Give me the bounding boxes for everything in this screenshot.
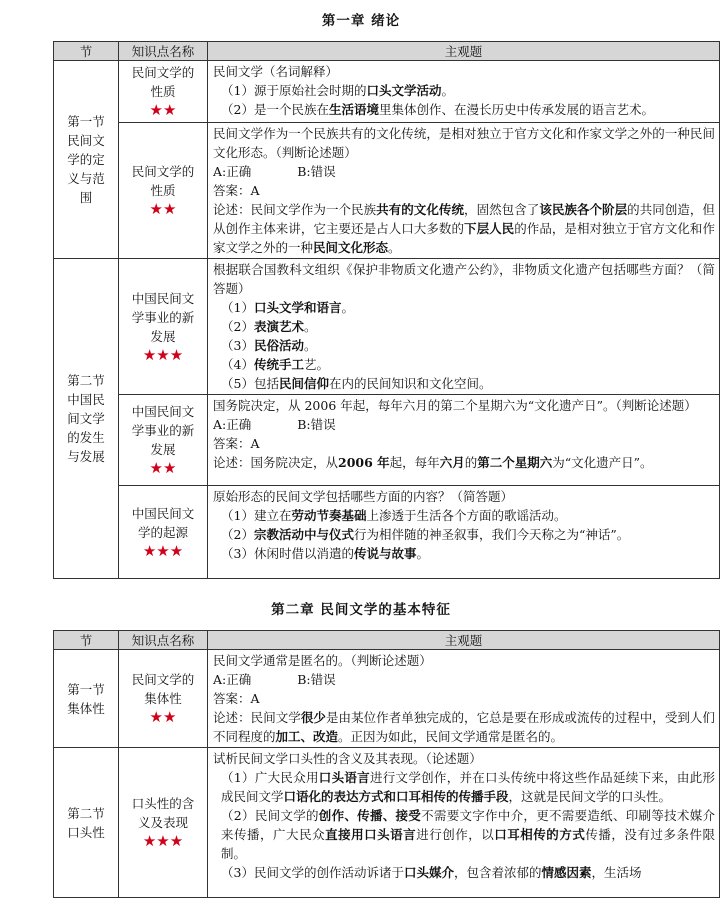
question-line (213, 62, 715, 81)
text-run: （1）广大民众用 (221, 770, 319, 785)
section-cell: 第二节口头性 (54, 748, 119, 898)
knowledge-cell (119, 486, 208, 579)
emphasis-text: 该民族各个阶层 (539, 202, 628, 217)
text-run: （2） (221, 319, 254, 334)
table-row (54, 123, 720, 259)
question-line (213, 181, 715, 200)
text-run: 起，每年 (389, 455, 440, 470)
star-rating: ★★ (149, 459, 177, 477)
text-run: 在内的民间知识和文化空间。 (328, 376, 492, 391)
knowledge-cell (119, 650, 208, 748)
text-run: 原始形态的民间文学包括哪些方面的内容？（简答题） (213, 489, 514, 504)
text-run: A:正确 (213, 672, 252, 687)
question-line (213, 806, 715, 863)
question-line (213, 396, 715, 415)
text-run: （3） (221, 338, 254, 353)
question-line (213, 544, 715, 563)
header-section: 节 (54, 42, 119, 61)
question-cell (208, 748, 720, 898)
table-header-row (54, 42, 720, 61)
emphasis-text: 民间信仰 (278, 376, 329, 391)
question-cell (208, 486, 720, 579)
emphasis-text: 宗教活动中与仪式 (253, 527, 354, 542)
emphasis-text: 情感因素 (541, 865, 592, 880)
emphasis-text: 口头文学活动 (366, 83, 442, 98)
table-header-row (54, 631, 720, 650)
table-row (54, 395, 720, 486)
text-run: 。 (388, 240, 401, 255)
text-run: 答案：A (213, 183, 260, 198)
emphasis-text: 表演艺术 (253, 319, 304, 334)
text-run: 的共同创造，但从创作主体来讲，它主要还是占人口大多数的 (213, 202, 715, 236)
text-run: 是由某位作者单独完成的，它总是要在形成或流传的过程中，受到人们不同程度的 (213, 710, 715, 744)
header-question: 主观题 (208, 42, 720, 61)
knowledge-label: 中国民间文学事业的新发展 (131, 290, 195, 344)
knowledge-cell (119, 61, 208, 123)
text-run: A:正确 (213, 164, 252, 179)
question-cell (208, 395, 720, 486)
text-run: （5）包括 (221, 376, 279, 391)
text-run: 的 (464, 455, 478, 470)
emphasis-text: 生活语境 (328, 102, 379, 117)
emphasis-text: 口头文学和语言 (253, 300, 342, 315)
emphasis-text: 共有的文化传统 (376, 202, 465, 217)
question-line (213, 415, 715, 434)
emphasis-text: 口头媒介 (403, 865, 454, 880)
chapter-2-title: 第二章 民间文学的基本特征 (271, 602, 451, 618)
table-row (54, 748, 720, 898)
text-run: 进行创作，以 (416, 827, 495, 842)
text-run: 民间文学通常是匿名的。（判断论述题） (213, 653, 432, 668)
table-row (54, 650, 720, 748)
text-run: （3）民间文学的创作活动诉诸于 (221, 865, 404, 880)
text-run: 艺。 (303, 357, 329, 372)
knowledge-cell (119, 259, 208, 395)
text-run: （2）是一个民族在 (221, 102, 329, 117)
question-line (213, 298, 715, 317)
section-cell: 第一节集体性 (54, 650, 119, 748)
text-run: 答案：A (213, 691, 260, 706)
emphasis-text: 传统手工 (253, 357, 304, 372)
text-run: 论述：民间文学 (213, 710, 301, 725)
emphasis-text: 下层人民 (464, 221, 515, 236)
text-run: 的作品，是相对独立于官方文化和作家文学之外的一种 (213, 221, 715, 255)
question-line (213, 506, 715, 525)
text-run: 。 (416, 546, 429, 561)
text-run: （1）源于原始社会时期的 (221, 83, 367, 98)
question-line (213, 863, 715, 882)
question-cell (208, 259, 720, 395)
question-line (213, 317, 715, 336)
knowledge-label: 中国民间文学事业的新发展 (131, 404, 195, 457)
question-line (213, 200, 715, 257)
question-line (213, 434, 715, 453)
star-rating: ★★ (149, 200, 177, 218)
text-run: ，这就是民间文学的口头性。 (508, 789, 672, 804)
question-line (213, 768, 715, 806)
text-run: 民间文学（名词解释） (213, 64, 339, 79)
emphasis-text: 加工、改造 (275, 729, 339, 744)
emphasis-text: 2006 年 (338, 455, 390, 470)
question-line (213, 355, 715, 374)
knowledge-label: 中国民间文学的起源 (131, 505, 195, 540)
text-run: 根据联合国教科文组织《保护非物质文化遗产公约》，非物质文化遗产包括哪些方面？（简答题） (213, 262, 715, 296)
emphasis-text: 口语化的表达方式和口耳相传的传播手段 (283, 789, 509, 804)
text-run: A:正确 (213, 417, 252, 432)
text-run: 传播，没有过多条件限制。 (221, 827, 715, 861)
emphasis-text: 口耳相传的方式 (494, 827, 586, 842)
question-cell (208, 61, 720, 123)
question-cell (208, 650, 720, 748)
emphasis-text: 六月 (439, 455, 465, 470)
text-run: 。 (441, 83, 454, 98)
question-line (213, 487, 715, 506)
text-run: ，固然包含了 (464, 202, 540, 217)
text-run: （2）民间文学的 (221, 808, 319, 823)
emphasis-text: 民间文化形态 (313, 240, 389, 255)
text-run: 国务院决定，从 2006 年起，每年六月的第二个星期六为“文化遗产日”。（判断论述题） (213, 398, 697, 413)
text-run: （4） (221, 357, 254, 372)
emphasis-text: 劳动节奏基础 (291, 508, 367, 523)
emphasis-text: 传说与故事 (353, 546, 417, 561)
question-line (213, 453, 715, 472)
text-run: （3）休闲时借以消遣的 (221, 546, 354, 561)
question-line (213, 670, 715, 689)
emphasis-text: 直接用口头语言 (325, 827, 417, 842)
knowledge-cell (119, 123, 208, 259)
text-run: （1）建立在 (221, 508, 292, 523)
chapter-2-table (53, 630, 720, 898)
text-run: 。正因为如此，民间文学通常是匿名的。 (338, 729, 564, 744)
header-knowledge: 知识点名称 (119, 631, 208, 650)
chapter-1-title: 第一章 绪论 (321, 13, 401, 29)
text-run: 为“文化遗产日”。 (552, 455, 653, 470)
text-run: 试析民间文学口头性的含义及其表现。（论述题） (213, 751, 482, 766)
text-run: 民间文学作为一个民族共有的文化传统，是相对独立于官方文化和作家文学之外的一种民间文化形态。（判断论述题） (213, 126, 715, 160)
table-row (54, 486, 720, 579)
text-run: 上渗透于生活各个方面的歌谣活动。 (366, 508, 567, 523)
star-rating: ★★★ (142, 541, 184, 560)
emphasis-text: 民俗活动 (253, 338, 304, 353)
text-run: 。 (341, 300, 354, 315)
knowledge-label: 民间文学的性质 (131, 65, 195, 99)
chapter-1-table (53, 41, 720, 579)
star-rating: ★★ (149, 101, 177, 119)
emphasis-text: 创作、传播、接受 (318, 808, 422, 823)
knowledge-label: 民间文学的性质 (131, 164, 195, 198)
text-run: ，生活场 (591, 865, 642, 880)
text-run: （1） (221, 300, 254, 315)
question-line (213, 708, 715, 746)
text-run: ，包含着浓郁的 (453, 865, 542, 880)
option-b: B:错误 (297, 672, 336, 687)
question-line (213, 525, 715, 544)
star-rating: ★★★ (142, 832, 184, 850)
question-line (213, 81, 715, 100)
option-b: B:错误 (297, 417, 336, 432)
star-rating: ★★ (149, 708, 177, 726)
knowledge-label: 民间文学的集体性 (131, 672, 195, 706)
question-line (213, 336, 715, 355)
emphasis-text: 第二个星期六 (477, 455, 553, 470)
question-line (213, 749, 715, 768)
question-cell (208, 123, 720, 259)
question-line (213, 124, 715, 162)
section-cell: 第一节民间文学的定义与范围 (54, 61, 119, 259)
table-row (54, 61, 720, 123)
question-line (213, 260, 715, 298)
emphasis-text: 口头语言 (318, 770, 370, 785)
text-run: 不需要文字作中介，更不需要造纸、印刷等技术媒介来传播，广大民众 (221, 808, 715, 842)
question-line (213, 374, 715, 393)
text-run: 论述：国务院决定，从 (213, 455, 339, 470)
header-section: 节 (54, 631, 119, 650)
header-knowledge: 知识点名称 (119, 42, 208, 61)
text-run: 行为相伴随的神圣叙事，我们今天称之为“神话”。 (353, 527, 630, 542)
knowledge-cell (119, 395, 208, 486)
text-run: 答案：A (213, 436, 260, 451)
section-cell: 第二节中国民间文学的发生与发展 (54, 259, 119, 579)
text-run: 进行文学创作，并在口头传统中将这些作品延续下来，由此形成民间文学 (221, 770, 715, 804)
question-line (213, 162, 715, 181)
question-line (213, 651, 715, 670)
emphasis-text: 很少 (300, 710, 326, 725)
header-question: 主观题 (208, 631, 720, 650)
table-row (54, 259, 720, 395)
text-run: 里集体创作、在漫长历史中传承发展的语言艺术。 (378, 102, 654, 117)
text-run: （2） (221, 527, 254, 542)
text-run: 论述：民间文学作为一个民族 (213, 202, 377, 217)
knowledge-label: 口头性的含义及表现 (131, 796, 195, 830)
question-line (213, 100, 715, 119)
option-b: B:错误 (297, 164, 336, 179)
star-rating: ★★★ (142, 345, 184, 364)
question-line (213, 689, 715, 708)
knowledge-cell (119, 748, 208, 898)
text-run: 。 (303, 319, 317, 334)
text-run: 。 (303, 338, 317, 353)
